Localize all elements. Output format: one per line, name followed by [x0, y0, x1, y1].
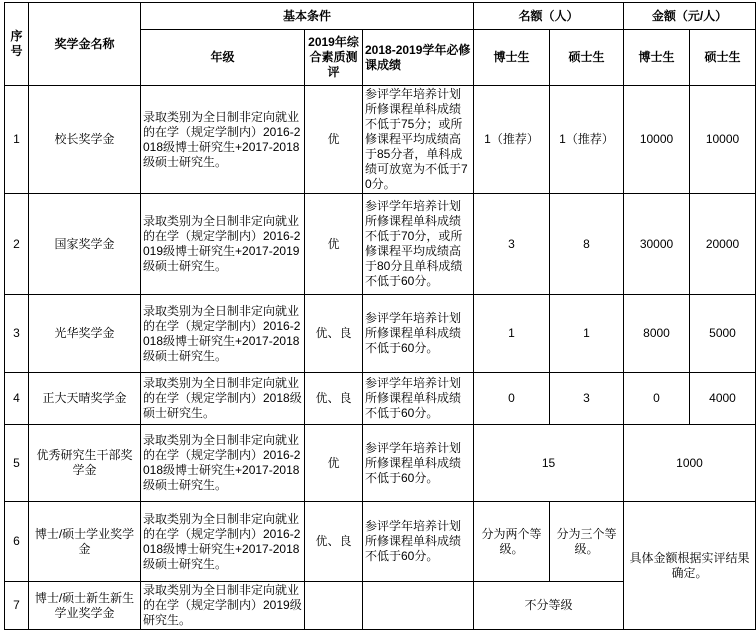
- cell-grade: 录取类别为全日制非定向就业的在学（规定学制内）2018级硕士研究生。: [141, 373, 305, 425]
- header-basic-conditions: 基本条件: [141, 3, 474, 30]
- header-eval-2019: 2019年综合素质测评: [305, 30, 363, 86]
- cell-quota-master: 1: [550, 295, 624, 373]
- cell-score: 参评学年培养计划所修课程单科成绩不低于75分；或所修课程平均成绩高于85分者，单科成绩可放宽为不低于70分。: [363, 86, 474, 194]
- cell-quota-phd: 分为两个等级。: [474, 502, 550, 582]
- cell-amount-phd: 0: [624, 373, 690, 425]
- cell-score: 参评学年培养计划所修课程单科成绩不低于60分。: [363, 295, 474, 373]
- table-row: [5, 86, 756, 194]
- cell-no: 3: [5, 295, 29, 373]
- cell-no: 7: [5, 582, 29, 630]
- cell-name: 优秀研究生干部奖学金: [29, 425, 141, 502]
- cell-amount-phd: 10000: [624, 86, 690, 194]
- cell-quota-master: 1（推荐）: [550, 86, 624, 194]
- cell-eval: 优、良: [305, 373, 363, 425]
- cell-grade: 录取类别为全日制非定向就业的在学（规定学制内）2016-2018级博士研究生+2017-2018级硕士研究生。: [141, 425, 305, 502]
- cell-amount-note: 具体金额根据实评结果确定。: [624, 502, 756, 630]
- cell-name: 光华奖学金: [29, 295, 141, 373]
- cell-quota-master: 3: [550, 373, 624, 425]
- cell-name: 国家奖学金: [29, 194, 141, 295]
- header-quota-phd: 博士生: [474, 30, 550, 86]
- header-no: 序号: [5, 3, 29, 86]
- table-row: [5, 373, 756, 425]
- table-row: [5, 425, 756, 502]
- cell-eval: 优、良: [305, 502, 363, 582]
- cell-name: 正大天晴奖学金: [29, 373, 141, 425]
- cell-eval: 优: [305, 425, 363, 502]
- cell-amount-phd: 30000: [624, 194, 690, 295]
- header-row-1: [5, 3, 756, 30]
- header-name: 奖学金名称: [29, 3, 141, 86]
- header-amount-master: 硕士生: [690, 30, 756, 86]
- cell-grade: 录取类别为全日制非定向就业的在学（规定学制内）2016-2018级博士研究生+2017-2018级硕士研究生。: [141, 295, 305, 373]
- cell-no: 2: [5, 194, 29, 295]
- header-grade: 年级: [141, 30, 305, 86]
- cell-eval: [305, 582, 363, 630]
- cell-score: 参评学年培养计划所修课程单科成绩不低于60分。: [363, 373, 474, 425]
- header-quota-master: 硕士生: [550, 30, 624, 86]
- cell-quota-phd: 3: [474, 194, 550, 295]
- cell-amount-master: 5000: [690, 295, 756, 373]
- cell-grade: 录取类别为全日制非定向就业的在学（规定学制内）2016-2018级博士研究生+2017-2018级硕士研究生。: [141, 86, 305, 194]
- header-quota: 名额（人）: [474, 3, 624, 30]
- table-row: [5, 194, 756, 295]
- cell-quota-phd: 0: [474, 373, 550, 425]
- cell-score: 参评学年培养计划所修课程单科成绩不低于60分。: [363, 502, 474, 582]
- header-score-2018-2019: 2018-2019学年必修课成绩: [363, 30, 474, 86]
- cell-no: 6: [5, 502, 29, 582]
- cell-quota-merged: 15: [474, 425, 624, 502]
- cell-amount-master: 4000: [690, 373, 756, 425]
- cell-grade: 录取类别为全日制非定向就业的在学（规定学制内）2016-2018级博士研究生+2017-2018级硕士研究生。: [141, 502, 305, 582]
- cell-name: 校长奖学金: [29, 86, 141, 194]
- cell-score: 参评学年培养计划所修课程单科成绩不低于60分。: [363, 425, 474, 502]
- cell-quota-master: 分为三个等级。: [550, 502, 624, 582]
- cell-score: 参评学年培养计划所修课程单科成绩不低于70分，或所修课程平均成绩高于80分且单科成绩不低于60分。: [363, 194, 474, 295]
- cell-no: 5: [5, 425, 29, 502]
- header-amount-phd: 博士生: [624, 30, 690, 86]
- table-row: [5, 502, 756, 582]
- cell-grade: 录取类别为全日制非定向就业的在学（规定学制内）2016-2019级博士研究生+2017-2019级硕士研究生。: [141, 194, 305, 295]
- header-amount: 金额（元/人）: [624, 3, 756, 30]
- cell-score: [363, 582, 474, 630]
- cell-grade: 录取类别为全日制非定向就业的在学（规定学制内）2019级研究生。: [141, 582, 305, 630]
- cell-quota-master: 8: [550, 194, 624, 295]
- scholarship-table: [4, 2, 756, 630]
- cell-amount-master: 10000: [690, 86, 756, 194]
- cell-no: 1: [5, 86, 29, 194]
- cell-eval: 优: [305, 86, 363, 194]
- cell-no: 4: [5, 373, 29, 425]
- cell-amount-master: 20000: [690, 194, 756, 295]
- cell-quota-phd: 1: [474, 295, 550, 373]
- cell-quota-merged: 不分等级: [474, 582, 624, 630]
- cell-eval: 优: [305, 194, 363, 295]
- table-row: [5, 295, 756, 373]
- cell-eval: 优、良: [305, 295, 363, 373]
- cell-name: 博士/硕士学业奖学金: [29, 502, 141, 582]
- cell-amount-merged: 1000: [624, 425, 756, 502]
- cell-name: 博士/硕士新生新生学业奖学金: [29, 582, 141, 630]
- cell-quota-phd: 1（推荐）: [474, 86, 550, 194]
- cell-amount-phd: 8000: [624, 295, 690, 373]
